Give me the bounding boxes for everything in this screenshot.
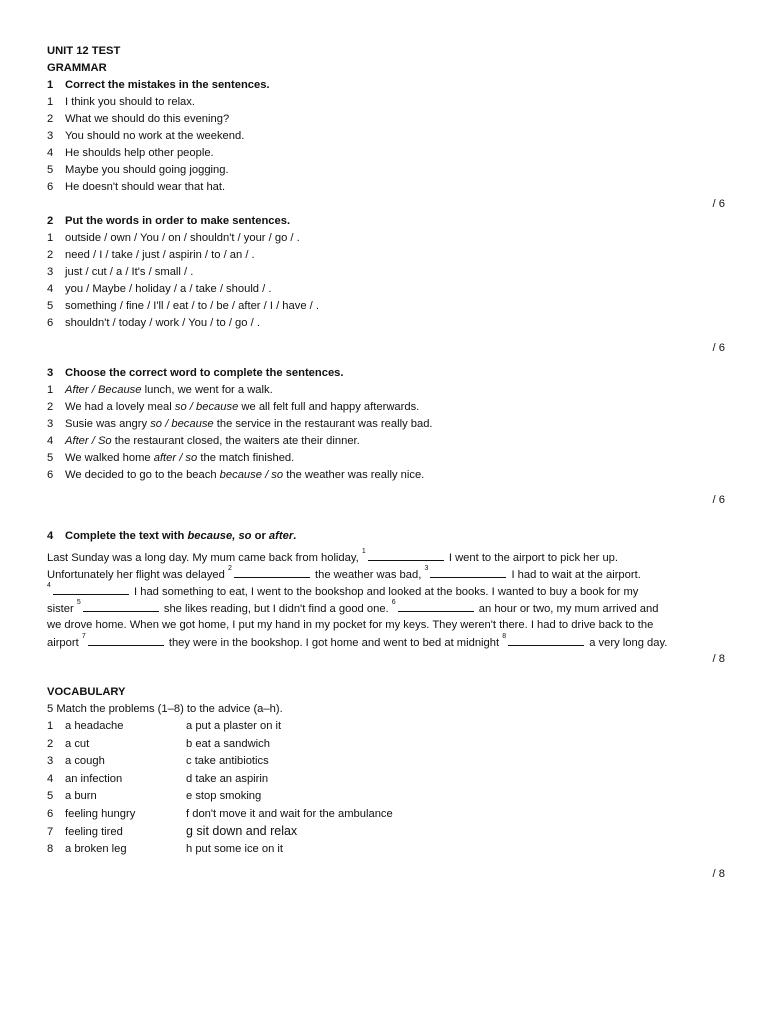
exercise-2-score: / 6 — [712, 342, 725, 354]
item-number: 5 — [47, 300, 54, 312]
problem-text: a burn — [65, 790, 97, 802]
item-number: 4 — [47, 147, 54, 159]
item-number: 6 — [47, 469, 54, 481]
list-item — [47, 315, 725, 332]
item-text-after: the match finished. — [197, 452, 295, 464]
item-text: something / fine / I'll / eat / to / be / after / I / have / . — [65, 300, 319, 312]
item-number: 2 — [47, 737, 54, 750]
list-item — [47, 230, 725, 247]
item-text-before: We decided to go to the beach — [65, 469, 220, 481]
item-number: 2 — [47, 249, 54, 261]
gap-number: 1 — [361, 548, 366, 555]
exercise-3-list — [47, 382, 725, 484]
gap-number: 5 — [76, 599, 81, 606]
exercise-2-title — [47, 213, 725, 230]
item-number: 7 — [47, 826, 54, 838]
exercise-2-list — [47, 230, 725, 332]
gap-number: 7 — [81, 633, 86, 640]
text-segment: they were in the bookshop. I got home and went to bed at midnight — [165, 637, 503, 649]
word-choice[interactable]: so / because — [174, 401, 239, 413]
gap-blank-1[interactable] — [368, 549, 444, 561]
text-segment: airport — [47, 637, 82, 649]
item-text: shouldn't / today / work / You / to / go / . — [65, 317, 260, 329]
matching-table — [47, 718, 725, 858]
item-text: What we should do this evening? — [65, 113, 230, 125]
text-line — [47, 566, 725, 583]
item-text: You should no work at the weekend. — [65, 130, 245, 142]
problem-text: feeling hungry — [65, 807, 136, 820]
gap-number: 2 — [227, 565, 232, 572]
item-text-after: the restaurant closed, the waiters ate their dinner. — [111, 435, 360, 447]
problem-text: a cut — [65, 737, 90, 750]
item-text: need / I / take / just / aspirin / to / an / . — [65, 249, 255, 261]
word-choice[interactable]: so / because — [150, 418, 214, 430]
item-number: 1 — [47, 720, 54, 732]
item-text: Maybe you should going jogging. — [65, 164, 229, 176]
text-segment: a very long day. — [586, 637, 668, 649]
item-number: 4 — [47, 435, 54, 447]
list-item — [47, 128, 725, 145]
text-segment: Last Sunday was a long day. My mum came back from holiday, — [47, 552, 362, 564]
list-item — [47, 467, 725, 484]
word-choice[interactable]: because / so — [219, 469, 284, 481]
text-segment: the weather was bad, — [311, 569, 425, 581]
list-item — [47, 416, 725, 433]
match-row — [47, 771, 725, 789]
list-item — [47, 281, 725, 298]
vocabulary-heading: VOCABULARY — [47, 686, 126, 698]
text-segment: she likes reading, but I didn't find a good one. — [160, 603, 392, 615]
gap-number: 6 — [391, 599, 396, 606]
list-item — [47, 433, 725, 450]
exercise-3-title — [47, 365, 725, 382]
item-number: 5 — [47, 452, 54, 464]
exercise-number: 2 — [47, 215, 54, 227]
advice-text: a put a plaster on it — [186, 720, 282, 732]
exercise-instruction: Put the words in order to make sentences. — [65, 215, 291, 227]
gap-number: 3 — [424, 565, 429, 572]
problem-text: a broken leg — [65, 842, 127, 855]
gap-blank-3[interactable] — [430, 566, 506, 578]
list-item — [47, 298, 725, 315]
problem-text: feeling tired — [65, 826, 123, 838]
item-number: 4 — [47, 772, 54, 785]
instruction-or: or — [251, 530, 269, 542]
match-row — [47, 718, 725, 736]
list-item — [47, 179, 725, 196]
item-number: 5 — [47, 790, 54, 802]
item-number: 2 — [47, 401, 54, 413]
match-row — [47, 806, 725, 824]
item-number: 8 — [47, 842, 54, 855]
list-item — [47, 399, 725, 416]
item-number: 1 — [47, 384, 54, 396]
advice-text: c take antibiotics — [186, 755, 269, 767]
text-line — [47, 549, 725, 566]
exercise-4-title — [47, 528, 725, 545]
gap-blank-5[interactable] — [83, 600, 159, 612]
list-item — [47, 247, 725, 264]
advice-text: e stop smoking — [186, 790, 262, 802]
list-item — [47, 382, 725, 399]
list-item — [47, 145, 725, 162]
text-line — [47, 583, 725, 600]
item-number: 6 — [47, 317, 54, 329]
gap-number: 8 — [502, 633, 507, 640]
gap-blank-7[interactable] — [88, 634, 164, 646]
item-number: 3 — [47, 266, 54, 278]
text-line — [47, 600, 725, 617]
list-item — [47, 264, 725, 281]
text-segment: I had to wait at the airport. — [508, 569, 641, 581]
text-segment: I had something to eat, I went to the bookshop and looked at the books. I wanted to buy a book for my — [130, 586, 639, 598]
exercise-instruction: Correct the mistakes in the sentences. — [65, 79, 270, 91]
word-choice[interactable]: After / Because — [65, 384, 142, 396]
gap-blank-4[interactable] — [53, 583, 129, 595]
text-segment: Unfortunately her flight was delayed — [47, 569, 228, 581]
item-number: 1 — [47, 232, 54, 244]
gap-blank-2[interactable] — [234, 566, 310, 578]
item-number: 3 — [47, 755, 54, 767]
unit-title: UNIT 12 TEST — [47, 45, 121, 57]
problem-text: an infection — [65, 772, 123, 785]
list-item — [47, 111, 725, 128]
problem-text: a cough — [65, 755, 105, 767]
item-number: 4 — [47, 283, 54, 295]
item-number: 3 — [47, 418, 54, 430]
item-text-after: the service in the restaurant was really bad. — [213, 418, 433, 430]
advice-text: b eat a sandwich — [186, 737, 270, 750]
exercise-5-instruction: 5 Match the problems (1–8) to the advice (a–h). — [47, 703, 283, 715]
match-row — [47, 736, 725, 754]
item-number: 6 — [47, 807, 54, 820]
exercise-5-score: / 8 — [712, 868, 725, 880]
text-segment: we drove home. When we got home, I put my hand in my pocket for my keys. They weren't there. I had to drive back to the — [47, 619, 654, 631]
exercise-instruction: Choose the correct word to complete the sentences. — [65, 367, 344, 379]
exercise-1-list — [47, 94, 725, 196]
exercise-number: 3 — [47, 367, 54, 379]
text-line — [47, 634, 725, 651]
gap-blank-8[interactable] — [508, 634, 584, 646]
exercise-number: 1 — [47, 79, 54, 91]
item-text: you / Maybe / holiday / a / take / should / . — [65, 283, 272, 295]
item-text: I think you should to relax. — [65, 96, 195, 108]
item-text: He shoulds help other people. — [65, 147, 214, 159]
problem-text: a headache — [65, 720, 124, 732]
item-number: 1 — [47, 96, 54, 108]
list-item — [47, 450, 725, 467]
gap-number: 4 — [47, 582, 51, 589]
text-line — [47, 617, 725, 634]
advice-text: h put some ice on it — [186, 842, 284, 855]
target-word-after: after — [268, 530, 294, 542]
advice-text: f don't move it and wait for the ambulance — [186, 807, 393, 820]
item-text-before: Susie was angry — [65, 418, 151, 430]
word-choice[interactable]: After / So — [65, 435, 112, 447]
item-number: 5 — [47, 164, 54, 176]
exercise-4-score: / 8 — [712, 653, 725, 665]
match-row — [47, 841, 725, 859]
item-number: 2 — [47, 113, 54, 125]
exercise-3-score: / 6 — [712, 494, 725, 506]
item-text-after: the weather was really nice. — [283, 469, 425, 481]
word-choice[interactable]: after / so — [153, 452, 198, 464]
exercise-instruction: Complete the text with — [65, 530, 188, 542]
item-number: 6 — [47, 181, 54, 193]
advice-text: g sit down and relax — [186, 824, 298, 838]
gap-fill-text — [47, 549, 725, 651]
item-text: outside / own / You / on / shouldn't / your / go / . — [65, 232, 300, 244]
item-text: He doesn't should wear that hat. — [65, 181, 226, 193]
match-row — [47, 823, 725, 841]
text-segment: sister — [47, 603, 77, 615]
test-page — [47, 43, 725, 883]
item-text-before: We walked home — [65, 452, 154, 464]
exercise-1-score: / 6 — [712, 198, 725, 210]
grammar-heading: GRAMMAR — [47, 62, 107, 74]
item-text: just / cut / a / It's / small / . — [65, 266, 194, 278]
gap-blank-6[interactable] — [398, 600, 474, 612]
match-row — [47, 753, 725, 771]
instruction-end: . — [293, 530, 297, 542]
advice-text: d take an aspirin — [186, 772, 269, 785]
item-text-after: we all felt full and happy afterwards. — [238, 401, 420, 413]
item-number: 3 — [47, 130, 54, 142]
match-row — [47, 788, 725, 806]
item-text-before: We had a lovely meal — [65, 401, 175, 413]
exercise-1-title — [47, 77, 725, 94]
item-text-after: lunch, we went for a walk. — [141, 384, 273, 396]
exercise-number: 4 — [47, 530, 54, 542]
list-item — [47, 162, 725, 179]
target-words: because, so — [187, 530, 252, 542]
text-segment: I went to the airport to pick her up. — [445, 552, 619, 564]
text-segment: an hour or two, my mum arrived and — [475, 603, 659, 615]
list-item — [47, 94, 725, 111]
